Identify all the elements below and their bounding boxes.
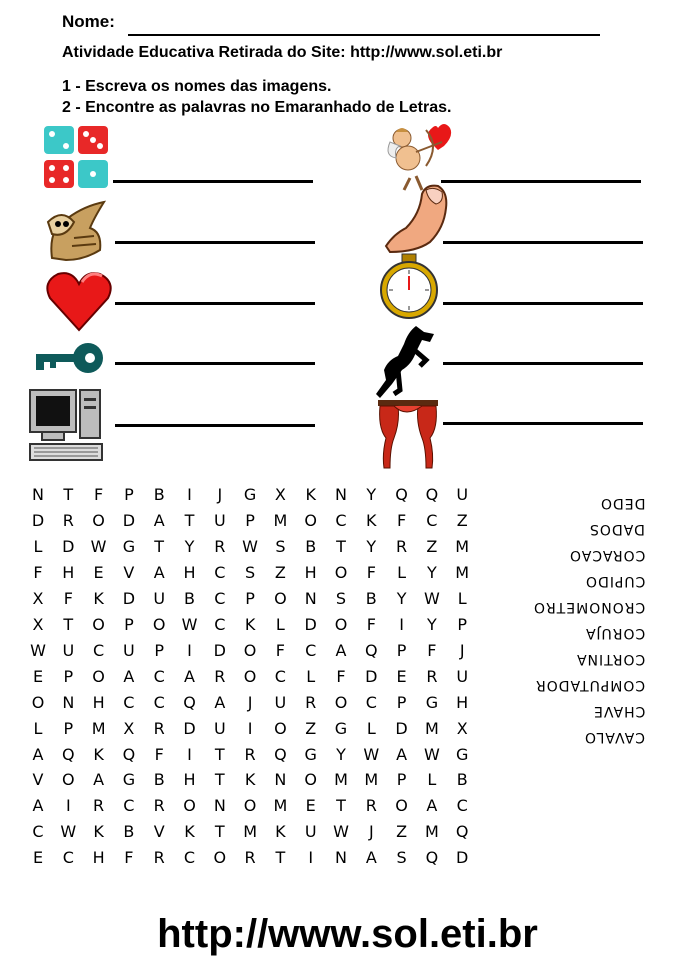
- word-list-item: CUPIDO: [584, 573, 645, 589]
- grid-letter[interactable]: U: [213, 510, 226, 530]
- grid-letter[interactable]: A: [214, 692, 226, 712]
- grid-letter[interactable]: C: [214, 614, 226, 634]
- grid-row: [26, 562, 470, 589]
- grid-letter[interactable]: O: [274, 588, 287, 608]
- name-answer-line[interactable]: [128, 34, 600, 36]
- grid-letter[interactable]: K: [93, 822, 104, 842]
- grid-letter[interactable]: C: [274, 666, 286, 686]
- grid-letter[interactable]: X: [274, 485, 286, 504]
- answer-line-key[interactable]: [115, 362, 315, 365]
- grid-letter[interactable]: F: [366, 562, 376, 582]
- grid-letter[interactable]: N: [335, 485, 347, 504]
- grid-letter[interactable]: W: [30, 640, 46, 660]
- grid-letter[interactable]: D: [304, 614, 317, 634]
- grid-letter[interactable]: M: [273, 510, 288, 530]
- grid-letter[interactable]: D: [122, 588, 136, 608]
- grid-letter[interactable]: W: [333, 822, 349, 842]
- grid-letter[interactable]: U: [153, 588, 166, 608]
- grid-letter[interactable]: C: [335, 510, 347, 530]
- grid-letter[interactable]: D: [122, 510, 136, 530]
- answer-line-cupid[interactable]: [441, 180, 641, 183]
- grid-letter[interactable]: T: [154, 536, 165, 556]
- grid-letter[interactable]: F: [427, 640, 437, 660]
- word-list-item: COMPUTADOR: [534, 677, 645, 693]
- grid-letter[interactable]: L: [306, 666, 316, 686]
- grid-row: [26, 744, 469, 771]
- grid-letter[interactable]: H: [92, 692, 105, 712]
- grid-letter[interactable]: A: [93, 770, 105, 790]
- grid-letter[interactable]: R: [244, 848, 256, 868]
- grid-letter[interactable]: D: [365, 666, 378, 686]
- grid-letter[interactable]: G: [425, 692, 439, 712]
- grid-letter[interactable]: O: [92, 614, 105, 634]
- grid-letter[interactable]: W: [423, 744, 440, 764]
- grid-letter[interactable]: D: [183, 718, 196, 738]
- grid-letter[interactable]: L: [457, 588, 467, 608]
- grid-letter[interactable]: O: [334, 614, 348, 634]
- page-subtitle: Atividade Educativa Retirada do Site: http://www.sol.eti.br: [62, 44, 503, 61]
- grid-letter[interactable]: N: [304, 588, 317, 608]
- grid-letter[interactable]: F: [366, 614, 376, 634]
- grid-letter[interactable]: G: [243, 485, 257, 504]
- grid-letter[interactable]: A: [32, 796, 44, 816]
- grid-letter[interactable]: O: [243, 640, 257, 660]
- grid-letter[interactable]: U: [274, 692, 287, 712]
- grid-letter[interactable]: F: [154, 744, 164, 764]
- grid-letter[interactable]: U: [62, 640, 75, 660]
- grid-letter[interactable]: A: [396, 744, 408, 764]
- grid-letter[interactable]: O: [213, 848, 227, 868]
- grid-letter[interactable]: O: [31, 692, 45, 712]
- grid-letter[interactable]: Q: [365, 640, 378, 660]
- grid-letter[interactable]: C: [93, 640, 105, 660]
- grid-letter[interactable]: M: [334, 770, 348, 790]
- grid-letter[interactable]: P: [245, 510, 255, 530]
- grid-letter[interactable]: I: [65, 796, 71, 816]
- grid-letter[interactable]: P: [124, 485, 134, 504]
- grid-letter[interactable]: C: [365, 692, 377, 712]
- grid-letter[interactable]: K: [93, 744, 104, 764]
- grid-letter[interactable]: M: [243, 822, 257, 842]
- grid-letter[interactable]: S: [275, 536, 286, 556]
- grid-letter[interactable]: B: [153, 485, 165, 504]
- grid-letter[interactable]: F: [124, 848, 134, 868]
- grid-letter[interactable]: W: [363, 744, 380, 764]
- grid-letter[interactable]: V: [153, 822, 165, 842]
- grid-letter[interactable]: S: [335, 588, 347, 608]
- grid-letter[interactable]: H: [62, 562, 75, 582]
- owl-icon: [44, 198, 114, 256]
- grid-letter[interactable]: Z: [456, 510, 468, 530]
- heart-icon: [44, 266, 114, 324]
- grid-letter[interactable]: I: [187, 640, 192, 660]
- grid-letter[interactable]: W: [423, 588, 440, 608]
- grid-letter[interactable]: W: [90, 536, 107, 556]
- answer-line-computer[interactable]: [115, 424, 315, 427]
- grid-letter[interactable]: T: [214, 744, 225, 764]
- grid-letter[interactable]: O: [304, 510, 317, 530]
- grid-row: [26, 822, 469, 848]
- grid-letter[interactable]: T: [275, 848, 286, 868]
- word-list-item: DEDO: [599, 495, 645, 511]
- grid-letter[interactable]: O: [274, 718, 287, 738]
- grid-letter[interactable]: V: [123, 562, 135, 582]
- grid-letter[interactable]: B: [456, 770, 468, 790]
- grid-letter[interactable]: M: [273, 796, 288, 816]
- grid-letter[interactable]: E: [305, 796, 316, 816]
- grid-letter[interactable]: C: [62, 848, 74, 868]
- grid-letter[interactable]: J: [247, 692, 253, 712]
- grid-letter[interactable]: M: [455, 536, 470, 556]
- grid-letter[interactable]: A: [184, 666, 195, 686]
- grid-letter[interactable]: C: [123, 796, 135, 816]
- curtain-icon: [376, 398, 446, 456]
- grid-row: [26, 485, 469, 511]
- word-list-item: DADOS: [589, 521, 645, 537]
- grid-letter[interactable]: X: [123, 718, 135, 738]
- grid-letter[interactable]: T: [184, 510, 195, 530]
- answer-line-owl[interactable]: [115, 241, 315, 244]
- grid-letter[interactable]: A: [123, 666, 135, 686]
- grid-letter[interactable]: K: [184, 822, 195, 842]
- grid-letter[interactable]: L: [397, 562, 407, 582]
- grid-letter[interactable]: R: [214, 666, 226, 686]
- answer-line-finger[interactable]: [443, 241, 643, 244]
- grid-letter[interactable]: Y: [427, 614, 437, 634]
- grid-row: [26, 589, 466, 615]
- grid-letter[interactable]: Y: [336, 744, 346, 764]
- grid-letter[interactable]: M: [424, 718, 439, 738]
- grid-letter[interactable]: O: [152, 614, 166, 634]
- grid-letter[interactable]: Z: [305, 718, 317, 738]
- grid-letter[interactable]: R: [305, 692, 317, 712]
- word-list-item: CAVALO: [583, 729, 645, 745]
- grid-letter[interactable]: T: [336, 796, 346, 816]
- grid-letter[interactable]: R: [153, 718, 165, 738]
- grid-letter[interactable]: Y: [366, 485, 377, 504]
- grid-letter[interactable]: O: [62, 770, 75, 790]
- computer-icon: [28, 388, 98, 446]
- grid-letter[interactable]: P: [457, 614, 468, 634]
- grid-letter[interactable]: I: [399, 614, 404, 634]
- word-list-item: CORACAO: [568, 547, 645, 563]
- grid-letter[interactable]: K: [305, 485, 316, 504]
- grid-letter[interactable]: D: [456, 848, 469, 868]
- grid-letter[interactable]: Y: [184, 536, 195, 556]
- grid-letter[interactable]: Z: [396, 822, 408, 842]
- answer-line-horse[interactable]: [443, 362, 643, 365]
- finger-icon: [384, 184, 454, 242]
- grid-letter[interactable]: T: [63, 614, 74, 634]
- grid-letter[interactable]: C: [153, 692, 165, 712]
- grid-letter[interactable]: G: [455, 744, 469, 764]
- word-list-item: CORTINA: [575, 651, 645, 667]
- horse-icon: [372, 324, 442, 382]
- grid-letter[interactable]: V: [32, 770, 44, 790]
- grid-letter[interactable]: J: [459, 640, 465, 660]
- grid-letter[interactable]: Q: [395, 485, 408, 504]
- grid-letter[interactable]: S: [245, 562, 256, 582]
- grid-letter[interactable]: T: [336, 536, 346, 556]
- grid-letter[interactable]: D: [395, 718, 408, 738]
- grid-letter[interactable]: O: [92, 510, 105, 530]
- grid-letter[interactable]: P: [154, 640, 165, 660]
- grid-letter[interactable]: Q: [274, 744, 287, 764]
- grid-row: [26, 719, 466, 745]
- grid-letter[interactable]: Q: [455, 822, 469, 842]
- grid-row: [26, 641, 466, 667]
- grid-letter[interactable]: W: [242, 536, 258, 556]
- grid-letter[interactable]: P: [396, 692, 407, 712]
- grid-letter[interactable]: X: [32, 614, 44, 634]
- grid-letter[interactable]: C: [305, 640, 317, 660]
- grid-letter[interactable]: R: [153, 848, 165, 868]
- grid-row: [26, 848, 469, 874]
- grid-letter[interactable]: D: [31, 510, 45, 530]
- answer-line-stopwatch[interactable]: [443, 302, 643, 305]
- grid-letter[interactable]: Q: [425, 848, 439, 868]
- grid-row: [26, 615, 466, 641]
- grid-letter[interactable]: M: [424, 822, 439, 842]
- grid-letter[interactable]: P: [63, 666, 74, 686]
- grid-letter[interactable]: F: [275, 640, 285, 660]
- grid-letter[interactable]: E: [93, 562, 104, 582]
- grid-letter[interactable]: T: [214, 822, 225, 842]
- grid-letter[interactable]: O: [92, 666, 105, 686]
- grid-letter[interactable]: A: [153, 562, 165, 582]
- grid-letter[interactable]: Q: [425, 485, 439, 504]
- grid-letter[interactable]: F: [93, 485, 104, 504]
- name-label: Nome:: [62, 12, 115, 31]
- answer-line-curtain[interactable]: [443, 422, 643, 425]
- grid-letter[interactable]: M: [455, 562, 470, 582]
- grid-letter[interactable]: E: [32, 666, 44, 686]
- grid-letter[interactable]: I: [247, 718, 253, 738]
- grid-letter[interactable]: K: [244, 614, 256, 634]
- grid-letter[interactable]: J: [368, 822, 374, 842]
- grid-letter[interactable]: E: [32, 848, 44, 868]
- grid-letter[interactable]: E: [396, 666, 407, 686]
- grid-letter[interactable]: B: [153, 770, 165, 790]
- dice-icon: [42, 124, 112, 182]
- grid-row: [26, 796, 466, 822]
- grid-letter[interactable]: O: [243, 666, 257, 686]
- grid-letter[interactable]: H: [183, 770, 196, 790]
- grid-letter[interactable]: Q: [62, 744, 75, 764]
- grid-letter[interactable]: Y: [427, 562, 437, 582]
- grid-letter[interactable]: I: [187, 744, 192, 764]
- grid-letter[interactable]: O: [243, 796, 257, 816]
- grid-letter[interactable]: M: [91, 718, 106, 738]
- grid-letter[interactable]: B: [365, 588, 377, 608]
- grid-letter[interactable]: C: [153, 666, 165, 686]
- grid-letter[interactable]: Q: [183, 692, 196, 712]
- grid-letter[interactable]: O: [304, 770, 317, 790]
- grid-letter[interactable]: R: [62, 510, 74, 530]
- grid-letter[interactable]: U: [304, 822, 317, 842]
- grid-letter[interactable]: W: [181, 614, 198, 634]
- grid-letter[interactable]: D: [213, 640, 226, 660]
- grid-letter[interactable]: B: [184, 588, 195, 608]
- grid-letter[interactable]: R: [365, 796, 377, 816]
- grid-letter[interactable]: A: [32, 744, 44, 764]
- grid-letter[interactable]: U: [456, 485, 469, 504]
- grid-letter[interactable]: H: [183, 562, 196, 582]
- grid-letter[interactable]: W: [60, 822, 77, 842]
- grid-letter[interactable]: Y: [366, 536, 377, 556]
- grid-letter[interactable]: K: [275, 822, 286, 842]
- word-list-item: CRONOMETRO: [532, 599, 645, 615]
- grid-row: [26, 666, 469, 693]
- grid-letter[interactable]: A: [153, 510, 165, 530]
- grid-letter[interactable]: M: [364, 770, 379, 790]
- grid-letter[interactable]: H: [456, 692, 469, 712]
- grid-letter[interactable]: Z: [426, 536, 438, 556]
- grid-letter[interactable]: F: [396, 510, 407, 530]
- grid-letter[interactable]: I: [308, 848, 314, 868]
- grid-letter[interactable]: D: [62, 536, 75, 556]
- grid-letter[interactable]: J: [217, 485, 223, 504]
- instruction-2: 2 - Encontre as palavras no Emaranhado de Letras.: [62, 99, 452, 116]
- grid-letter[interactable]: X: [456, 718, 468, 738]
- grid-letter[interactable]: N: [62, 692, 75, 712]
- grid-letter[interactable]: G: [334, 718, 348, 738]
- grid-letter[interactable]: F: [63, 588, 73, 608]
- grid-letter[interactable]: T: [214, 770, 225, 790]
- answer-line-heart[interactable]: [115, 302, 315, 305]
- grid-letter[interactable]: N: [335, 848, 347, 868]
- grid-letter[interactable]: C: [214, 588, 226, 608]
- grid-letter[interactable]: T: [63, 485, 74, 504]
- grid-letter[interactable]: B: [305, 536, 317, 556]
- grid-row: [26, 511, 466, 537]
- grid-letter[interactable]: C: [426, 510, 438, 530]
- grid-letter[interactable]: P: [396, 770, 407, 790]
- grid-row: [26, 692, 469, 719]
- grid-letter[interactable]: C: [32, 822, 44, 842]
- grid-letter[interactable]: G: [122, 770, 136, 790]
- answer-line-dice[interactable]: [113, 180, 313, 183]
- stopwatch-icon: [376, 252, 446, 310]
- grid-letter[interactable]: K: [93, 588, 104, 608]
- grid-letter[interactable]: P: [124, 614, 134, 634]
- grid-letter[interactable]: H: [304, 562, 317, 582]
- grid-letter[interactable]: C: [214, 562, 226, 582]
- grid-letter[interactable]: Y: [396, 588, 407, 608]
- grid-letter[interactable]: R: [214, 536, 226, 556]
- grid-letter[interactable]: U: [123, 640, 135, 660]
- grid-letter[interactable]: L: [275, 614, 285, 634]
- grid-letter[interactable]: R: [153, 796, 165, 816]
- grid-letter[interactable]: G: [122, 536, 136, 556]
- grid-letter[interactable]: A: [426, 796, 438, 816]
- grid-letter[interactable]: I: [187, 485, 192, 504]
- grid-letter[interactable]: R: [244, 744, 256, 764]
- grid-letter[interactable]: S: [396, 848, 407, 868]
- grid-letter[interactable]: F: [33, 562, 43, 582]
- grid-letter[interactable]: H: [92, 848, 105, 868]
- word-list-item: CORUJA: [584, 625, 645, 641]
- grid-letter[interactable]: G: [304, 744, 317, 764]
- grid-letter[interactable]: C: [456, 796, 468, 816]
- grid-letter[interactable]: F: [336, 666, 346, 686]
- grid-letter[interactable]: O: [334, 562, 348, 582]
- grid-letter[interactable]: B: [123, 822, 135, 842]
- grid-letter[interactable]: R: [396, 536, 408, 556]
- word-list: [470, 495, 645, 765]
- grid-row: [26, 536, 470, 563]
- grid-letter[interactable]: P: [245, 588, 255, 608]
- grid-letter[interactable]: O: [183, 796, 196, 816]
- grid-letter[interactable]: L: [427, 770, 437, 790]
- grid-letter[interactable]: Z: [274, 562, 286, 582]
- grid-letter[interactable]: R: [93, 796, 105, 816]
- grid-letter[interactable]: R: [426, 666, 438, 686]
- grid-letter[interactable]: X: [32, 588, 44, 608]
- grid-letter[interactable]: K: [244, 770, 256, 790]
- grid-letter[interactable]: N: [274, 770, 287, 790]
- cupid-icon: [386, 122, 456, 180]
- grid-letter[interactable]: O: [395, 796, 408, 816]
- grid-letter[interactable]: U: [456, 666, 469, 686]
- grid-row: [26, 770, 466, 796]
- grid-letter[interactable]: L: [366, 718, 376, 738]
- grid-letter[interactable]: L: [33, 718, 43, 738]
- grid-letter[interactable]: N: [32, 485, 44, 504]
- grid-letter[interactable]: C: [123, 692, 135, 712]
- grid-letter[interactable]: A: [335, 640, 347, 660]
- grid-letter[interactable]: P: [63, 718, 74, 738]
- grid-letter[interactable]: P: [396, 640, 407, 660]
- grid-letter[interactable]: Q: [122, 744, 136, 764]
- grid-letter[interactable]: L: [33, 536, 43, 556]
- grid-letter[interactable]: C: [183, 848, 196, 868]
- footer-url: http://www.sol.eti.br: [157, 912, 538, 956]
- grid-letter[interactable]: A: [365, 848, 377, 868]
- grid-letter[interactable]: N: [213, 796, 226, 816]
- grid-letter[interactable]: U: [213, 718, 226, 738]
- instruction-1: 1 - Escreva os nomes das imagens.: [62, 78, 332, 95]
- grid-letter[interactable]: O: [334, 692, 348, 712]
- word-list-item: CHAVE: [592, 703, 645, 719]
- grid-letter[interactable]: K: [366, 510, 377, 530]
